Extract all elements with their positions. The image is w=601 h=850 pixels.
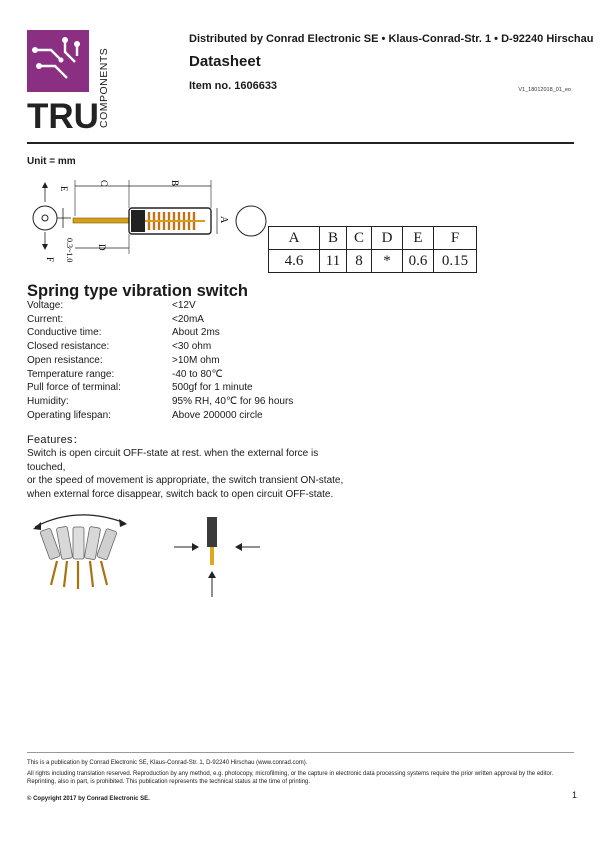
footer-publisher: This is a publication by Conrad Electronic SE, Klaus-Conrad-Str. 1, D-92240 Hirschau (www.conrad.com). [27,760,308,766]
dim-header-a: A [269,227,320,250]
svg-text:D: D [97,244,107,251]
spec-row [27,368,293,382]
spec-value: <30 ohm [172,341,212,353]
dimension-header-row [269,227,477,250]
tru-components-logo [27,30,111,130]
footer [27,752,574,823]
page-title: Datasheet [189,53,261,70]
features-line: or the speed of movement is appropriate, the switch transient ON-state, [27,475,344,486]
distributor-line: Distributed by Conrad Electronic SE • Klaus-Conrad-Str. 1 • D-92240 Hirschau [189,33,594,45]
features-line: Switch is open circuit OFF-state at rest. when the external force is touched, [27,448,319,473]
spec-value: Above 200000 circle [172,409,263,421]
dimension-value-row [269,250,477,273]
switch-illustration [27,505,287,615]
spec-key: Voltage: [27,300,64,311]
header-rule [27,142,574,144]
svg-text:B: B [170,180,180,187]
spec-key: Conductive time: [27,327,102,339]
svg-text:C: C [99,180,109,187]
spec-row [27,326,293,340]
features-text [27,447,347,501]
spec-row [27,313,293,327]
dim-value-c: 8 [347,250,372,273]
dim-value-b: 11 [320,250,347,273]
features-heading: Features： [27,434,85,446]
features-line: when external force disappear, switch back to open circuit OFF-state. [27,488,334,500]
spec-row [27,381,293,395]
spec-list [27,299,293,422]
spec-value: <20mA [172,313,204,325]
svg-text:E: E [59,186,69,192]
dim-value-d: * [372,250,403,273]
item-number: Item no. 1606633 [189,80,278,92]
spec-row [27,299,293,313]
dim-header-b: B [320,227,347,250]
dim-value-f: 0.15 [434,250,477,273]
spec-value: -40 to 80℃ [172,368,223,380]
spec-row [27,395,293,409]
product-title: Spring type vibration switch [27,282,248,300]
dim-value-e: 0.6 [403,250,434,273]
svg-text:TRU: TRU [27,97,99,130]
spec-key: Open resistance: [27,354,103,366]
spec-row [27,409,293,423]
svg-text:COMPONENTS: COMPONENTS [98,47,110,128]
spec-value: <12V [172,300,196,311]
dim-header-c: C [347,227,372,250]
footer-copyright: © Copyright 2017 by Conrad Electronic SE. [27,796,150,802]
spec-key: Temperature range: [27,368,115,380]
page-number: 1 [571,790,577,800]
spec-key: Current: [27,313,64,325]
spec-row [27,340,293,354]
version-code: V1_18012018_01_eo [518,87,571,93]
svg-text:F: F [45,257,55,263]
svg-text:0.3~1.0: 0.3~1.0 [65,238,74,263]
dim-value-a: 4.6 [269,250,320,273]
footer-rights: All rights including translation reserved. Reproduction by any method, e.g. photocopy, microfilming, or the capture in electronic data processing systems require the prior written approval by the editor. Reprinting, also in part, is prohibited. This publication represents the technical status at the time of printing. [27,771,554,785]
spec-key: Humidity: [27,395,69,407]
dim-header-d: D [372,227,403,250]
spec-value: 500gf for 1 minute [172,382,253,394]
spec-row [27,354,293,368]
spec-key: Operating lifespan: [27,409,111,421]
dim-header-e: E [403,227,434,250]
dim-header-f: F [434,227,477,250]
svg-text:A: A [218,216,229,224]
spec-value: About 2ms [172,327,220,339]
spec-key: Pull force of terminal: [27,382,121,394]
spec-key: Closed resistance: [27,341,110,353]
unit-label: Unit = mm [27,156,76,167]
spec-value: 95% RH, 40℃ for 96 hours [172,395,294,407]
spec-value: >10M ohm [172,354,220,366]
dimension-table [268,226,477,273]
